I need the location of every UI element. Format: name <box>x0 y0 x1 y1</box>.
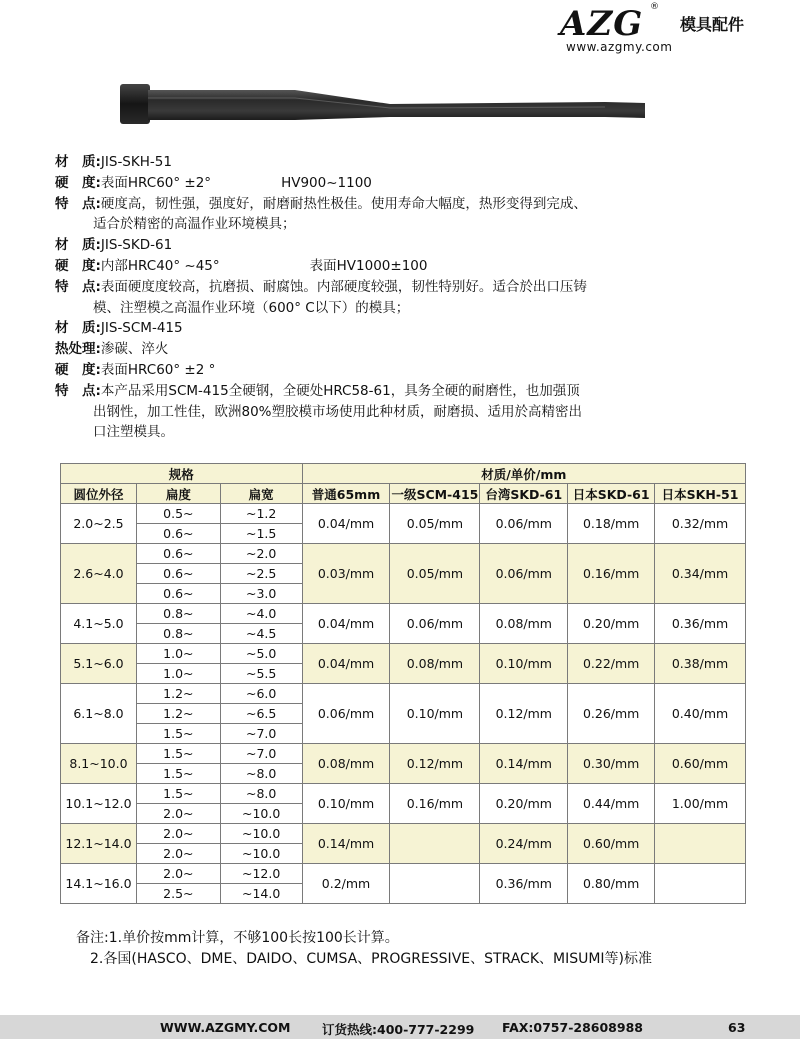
price-cell <box>390 864 480 904</box>
column-header: 台湾SKD-61 <box>480 484 568 504</box>
width-cell: ~14.0 <box>220 884 302 904</box>
price-cell: 0.38/mm <box>655 644 746 684</box>
diameter-cell: 10.1~12.0 <box>61 784 137 824</box>
table-row <box>61 604 746 624</box>
price-cell: 0.16/mm <box>390 784 480 824</box>
table-row <box>61 744 746 764</box>
column-header: 普通65mm <box>302 484 390 504</box>
spec-line: 出钢性，加工性佳，欧洲80%塑胶模市场使用此种材质，耐磨损、适用於高精密出 <box>93 403 583 420</box>
thickness-cell: 0.6~ <box>136 524 220 544</box>
spec-line: 材 质:JIS-SCM-415 <box>55 320 183 337</box>
thickness-cell: 1.5~ <box>136 764 220 784</box>
column-header: 扁宽 <box>220 484 302 504</box>
note-line: 备注:1.单价按mm计算，不够100长按100长计算。 <box>76 930 399 946</box>
column-header: 日本SKH-51 <box>655 484 746 504</box>
price-cell: 0.05/mm <box>390 504 480 544</box>
thickness-cell: 1.5~ <box>136 784 220 804</box>
width-cell: ~7.0 <box>220 724 302 744</box>
diameter-cell: 2.0~2.5 <box>61 504 137 544</box>
width-cell: ~1.5 <box>220 524 302 544</box>
thickness-cell: 2.0~ <box>136 864 220 884</box>
price-cell: 0.06/mm <box>480 544 568 604</box>
notes <box>76 928 652 970</box>
price-cell: 0.04/mm <box>302 644 390 684</box>
price-cell: 0.06/mm <box>480 504 568 544</box>
spec-line: 热处理:渗碳、淬火 <box>55 341 169 358</box>
ejector-pin-illustration <box>100 68 700 138</box>
width-cell: ~1.2 <box>220 504 302 524</box>
price-cell: 0.04/mm <box>302 504 390 544</box>
width-cell: ~10.0 <box>220 824 302 844</box>
diameter-cell: 12.1~14.0 <box>61 824 137 864</box>
price-cell: 0.36/mm <box>480 864 568 904</box>
price-cell: 0.06/mm <box>390 604 480 644</box>
price-cell: 0.14/mm <box>480 744 568 784</box>
price-cell: 0.06/mm <box>302 684 390 744</box>
spec-group-header: 规格 <box>61 464 303 484</box>
width-cell: ~2.0 <box>220 544 302 564</box>
price-cell: 0.08/mm <box>480 604 568 644</box>
price-table <box>60 463 746 904</box>
thickness-cell: 0.6~ <box>136 584 220 604</box>
footer-hotline: 订货热线:400-777-2299 <box>322 1022 475 1037</box>
thickness-cell: 0.6~ <box>136 544 220 564</box>
spec-line: 口注塑模具。 <box>93 424 174 441</box>
column-header: 扁度 <box>136 484 220 504</box>
price-cell: 0.30/mm <box>568 744 655 784</box>
thickness-cell: 1.5~ <box>136 744 220 764</box>
table-row <box>61 504 746 524</box>
width-cell: ~2.5 <box>220 564 302 584</box>
page-header <box>0 0 800 70</box>
price-group-header: 材质/单价/mm <box>302 464 745 484</box>
thickness-cell: 0.8~ <box>136 604 220 624</box>
price-cell: 0.18/mm <box>568 504 655 544</box>
width-cell: ~5.0 <box>220 644 302 664</box>
material-specs <box>55 152 745 443</box>
width-cell: ~7.0 <box>220 744 302 764</box>
page-number: 63 <box>728 1020 746 1035</box>
width-cell: ~10.0 <box>220 844 302 864</box>
table-row <box>61 824 746 844</box>
thickness-cell: 1.5~ <box>136 724 220 744</box>
price-cell: 0.24/mm <box>480 824 568 864</box>
price-cell: 0.32/mm <box>655 504 746 544</box>
column-header: 日本SKD-61 <box>568 484 655 504</box>
brand-logo: AZG <box>560 4 644 44</box>
spec-line: 硬 度:内部HRC40° ~45° 表面HV1000±100 <box>55 257 428 274</box>
thickness-cell: 0.8~ <box>136 624 220 644</box>
price-cell <box>655 864 746 904</box>
price-cell: 0.08/mm <box>390 644 480 684</box>
thickness-cell: 1.2~ <box>136 704 220 724</box>
spec-line: 适合於精密的高温作业环境模具； <box>93 216 296 233</box>
price-cell: 0.34/mm <box>655 544 746 604</box>
spec-line: 材 质:JIS-SKD-61 <box>55 237 173 254</box>
flat-ejector-pin-image <box>100 68 700 138</box>
width-cell: ~6.0 <box>220 684 302 704</box>
registered-mark: ® <box>650 2 659 12</box>
price-table-body <box>61 504 746 904</box>
footer-fax: FAX:0757-28608988 <box>502 1020 643 1035</box>
thickness-cell: 2.0~ <box>136 804 220 824</box>
table-row <box>61 864 746 884</box>
width-cell: ~10.0 <box>220 804 302 824</box>
price-cell: 0.36/mm <box>655 604 746 644</box>
price-cell: 0.2/mm <box>302 864 390 904</box>
note-line: 2.各国(HASCO、DME、DAIDO、CUMSA、PROGRESSIVE、STRACK、MISUMI等)标准 <box>90 951 653 967</box>
diameter-cell: 6.1~8.0 <box>61 684 137 744</box>
width-cell: ~12.0 <box>220 864 302 884</box>
page-footer <box>0 1015 800 1039</box>
page-title: 模具配件 <box>680 15 745 34</box>
thickness-cell: 0.5~ <box>136 504 220 524</box>
spec-line: 特 点:本产品采用SCM-415全硬钢，全硬处HRC58-61，具务全硬的耐磨性，也加强顶 <box>55 382 580 399</box>
price-cell: 0.03/mm <box>302 544 390 604</box>
table-row <box>61 644 746 664</box>
price-cell: 0.20/mm <box>480 784 568 824</box>
width-cell: ~3.0 <box>220 584 302 604</box>
price-cell: 0.04/mm <box>302 604 390 644</box>
table-row <box>61 784 746 804</box>
width-cell: ~8.0 <box>220 784 302 804</box>
spec-line: 硬 度:表面HRC60° ±2° HV900~1100 <box>55 174 372 191</box>
price-cell: 0.60/mm <box>568 824 655 864</box>
thickness-cell: 2.0~ <box>136 824 220 844</box>
width-cell: ~4.5 <box>220 624 302 644</box>
price-cell: 0.22/mm <box>568 644 655 684</box>
diameter-cell: 4.1~5.0 <box>61 604 137 644</box>
spec-line: 特 点:硬度高，韧性强，强度好，耐磨耐热性极佳。使用寿命大幅度，热形变得到完成、 <box>55 195 587 212</box>
width-cell: ~6.5 <box>220 704 302 724</box>
thickness-cell: 1.2~ <box>136 684 220 704</box>
price-cell: 0.08/mm <box>302 744 390 784</box>
spec-line: 材 质:JIS-SKH-51 <box>55 154 172 170</box>
price-cell: 0.12/mm <box>390 744 480 784</box>
price-cell <box>655 824 746 864</box>
thickness-cell: 1.0~ <box>136 644 220 664</box>
price-cell: 0.26/mm <box>568 684 655 744</box>
spec-line: 特 点:表面硬度度较高，抗磨损、耐腐蚀。内部硬度较强，韧性特别好。适合於出口压铸 <box>55 278 587 295</box>
price-cell: 0.10/mm <box>302 784 390 824</box>
thickness-cell: 2.5~ <box>136 884 220 904</box>
thickness-cell: 1.0~ <box>136 664 220 684</box>
diameter-cell: 5.1~6.0 <box>61 644 137 684</box>
diameter-cell: 8.1~10.0 <box>61 744 137 784</box>
width-cell: ~5.5 <box>220 664 302 684</box>
price-cell: 0.44/mm <box>568 784 655 824</box>
price-cell: 0.12/mm <box>480 684 568 744</box>
diameter-cell: 2.6~4.0 <box>61 544 137 604</box>
diameter-cell: 14.1~16.0 <box>61 864 137 904</box>
price-cell: 0.20/mm <box>568 604 655 644</box>
price-cell: 0.05/mm <box>390 544 480 604</box>
price-cell: 1.00/mm <box>655 784 746 824</box>
thickness-cell: 2.0~ <box>136 844 220 864</box>
column-header: 一级SCM-415 <box>390 484 480 504</box>
spec-line: 硬 度:表面HRC60° ±2 ° <box>55 361 216 378</box>
table-row <box>61 544 746 564</box>
brand-url: www.azgmy.com <box>566 40 673 54</box>
price-cell: 0.14/mm <box>302 824 390 864</box>
width-cell: ~8.0 <box>220 764 302 784</box>
spec-line: 模、注塑模之高温作业环境（600° C以下）的模具； <box>93 299 410 316</box>
price-cell <box>390 824 480 864</box>
table-row <box>61 684 746 704</box>
price-cell: 0.60/mm <box>655 744 746 784</box>
price-cell: 0.16/mm <box>568 544 655 604</box>
price-cell: 0.80/mm <box>568 864 655 904</box>
width-cell: ~4.0 <box>220 604 302 624</box>
price-cell: 0.10/mm <box>480 644 568 684</box>
column-header: 圆位外径 <box>61 484 137 504</box>
thickness-cell: 0.6~ <box>136 564 220 584</box>
price-cell: 0.40/mm <box>655 684 746 744</box>
footer-website: WWW.AZGMY.COM <box>160 1020 291 1035</box>
price-cell: 0.10/mm <box>390 684 480 744</box>
